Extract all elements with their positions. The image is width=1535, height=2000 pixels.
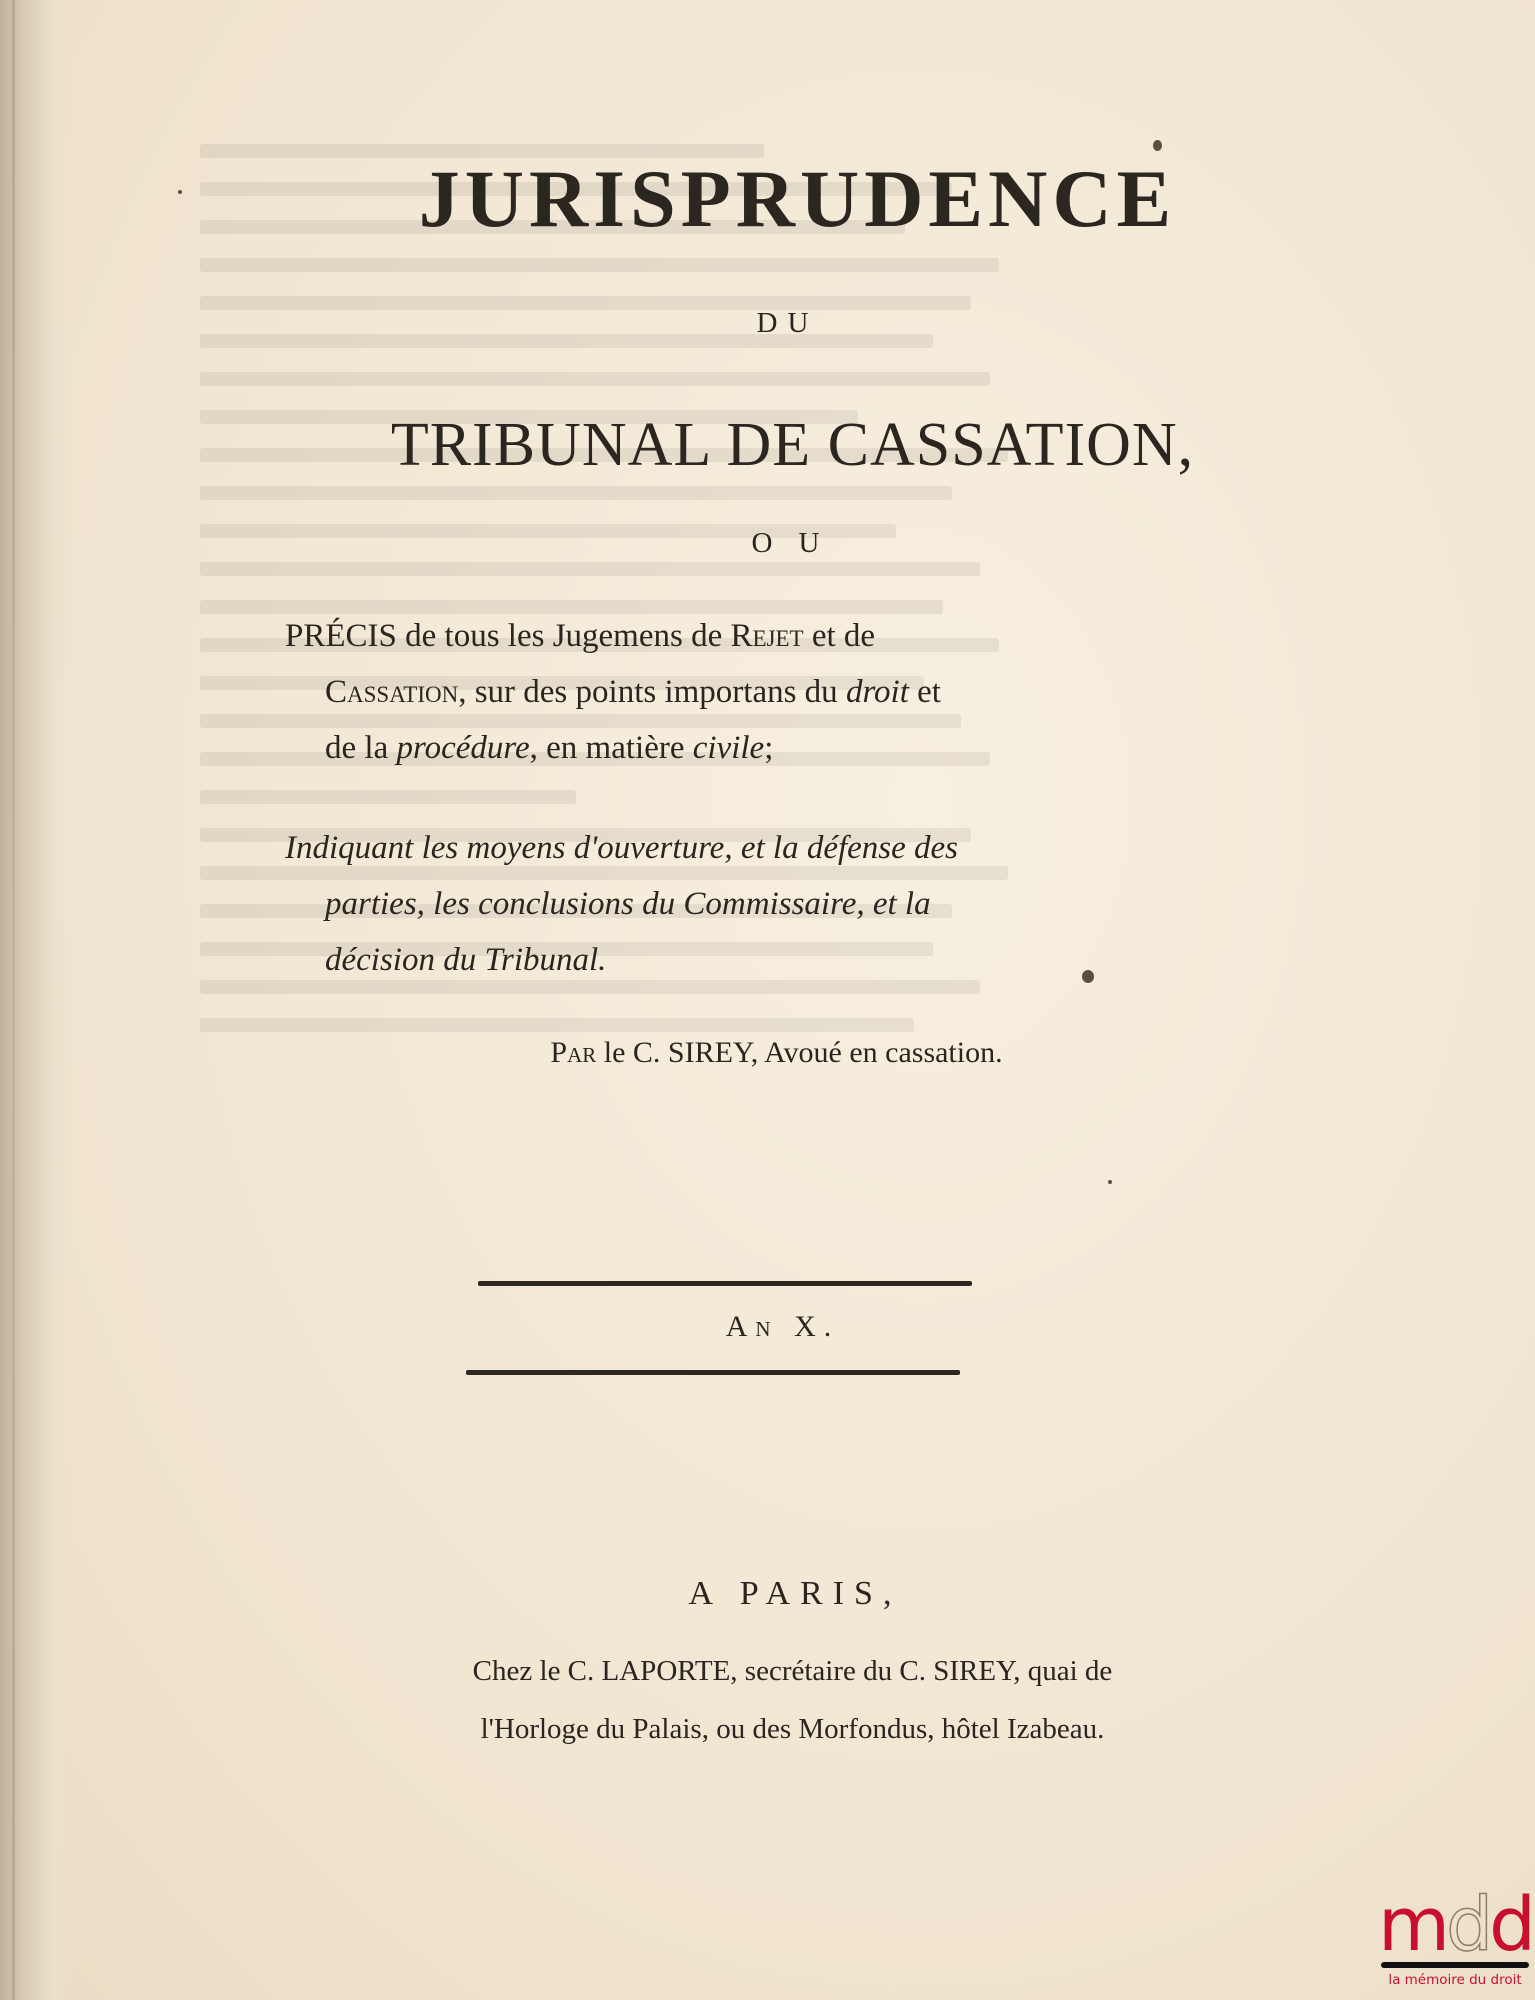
subtitle-line-3: décision du Tribunal. — [325, 942, 607, 978]
text-run: ; — [764, 730, 774, 766]
text-run: , sur des points importans du — [458, 674, 846, 710]
page-title: JURISPRUDENCE — [418, 153, 1177, 244]
mdd-logo-mark — [1375, 1882, 1535, 1968]
text-run: , en matière — [529, 730, 693, 766]
ink-speck — [178, 190, 182, 194]
logo-tagline: la mémoire du droit — [1388, 1972, 1522, 1988]
civile-word: civile — [692, 730, 765, 766]
ink-speck — [1082, 970, 1094, 983]
imprint-city: A PARIS, — [688, 1575, 902, 1612]
year-value: X. — [778, 1310, 840, 1343]
text-run: et — [908, 674, 941, 710]
connector-ou: OU — [751, 527, 846, 559]
precis-word: PRÉCIS — [285, 618, 397, 654]
author-line — [0, 1036, 1535, 1070]
mdd-watermark-logo — [1375, 1882, 1535, 2000]
tribunal-heading: TRIBUNAL DE CASSATION, — [390, 411, 1195, 479]
subtitle-line-1: Indiquant les moyens d'ouverture, et la défense des — [285, 830, 959, 866]
author-prefix: Par — [550, 1036, 597, 1069]
logo-letter: d — [1489, 1882, 1533, 1968]
text-run: de la — [325, 730, 397, 766]
description-line-3 — [285, 720, 1190, 776]
ink-speck — [1153, 140, 1162, 151]
year-prefix: An — [725, 1310, 779, 1343]
procedure-word: procédure — [396, 730, 530, 766]
subtitle-paragraph — [285, 820, 1190, 988]
cassation-word: Cassation — [325, 674, 459, 710]
subtitle-line-2: parties, les conclusions du Commissaire, et la — [325, 886, 931, 922]
text-run: de tous les Jugemens de — [396, 618, 731, 654]
year-line — [0, 1310, 1535, 1344]
connector-du: DU — [756, 307, 819, 339]
logo-letter: d — [1446, 1882, 1490, 1968]
binding-edge — [12, 0, 15, 2000]
droit-word: droit — [845, 674, 909, 710]
description-line-1 — [285, 618, 875, 654]
divider-rule-bottom — [466, 1370, 960, 1375]
description-line-2 — [285, 664, 1190, 720]
author-text: le C. SIREY, Avoué en cassation. — [596, 1036, 1003, 1069]
divider-rule-top — [478, 1281, 972, 1286]
book-gutter-shadow — [0, 0, 70, 2000]
text-run: et de — [803, 618, 876, 654]
imprint-line-1: Chez le C. LAPORTE, secrétaire du C. SIREY, quai de — [472, 1655, 1113, 1687]
description-paragraph — [285, 608, 1190, 776]
logo-letter: m — [1377, 1882, 1447, 1968]
imprint-line-2: l'Horloge du Palais, ou des Morfondus, hôtel Izabeau. — [480, 1713, 1105, 1745]
rejet-word: Rejet — [730, 618, 804, 654]
ink-speck — [1108, 1180, 1112, 1184]
